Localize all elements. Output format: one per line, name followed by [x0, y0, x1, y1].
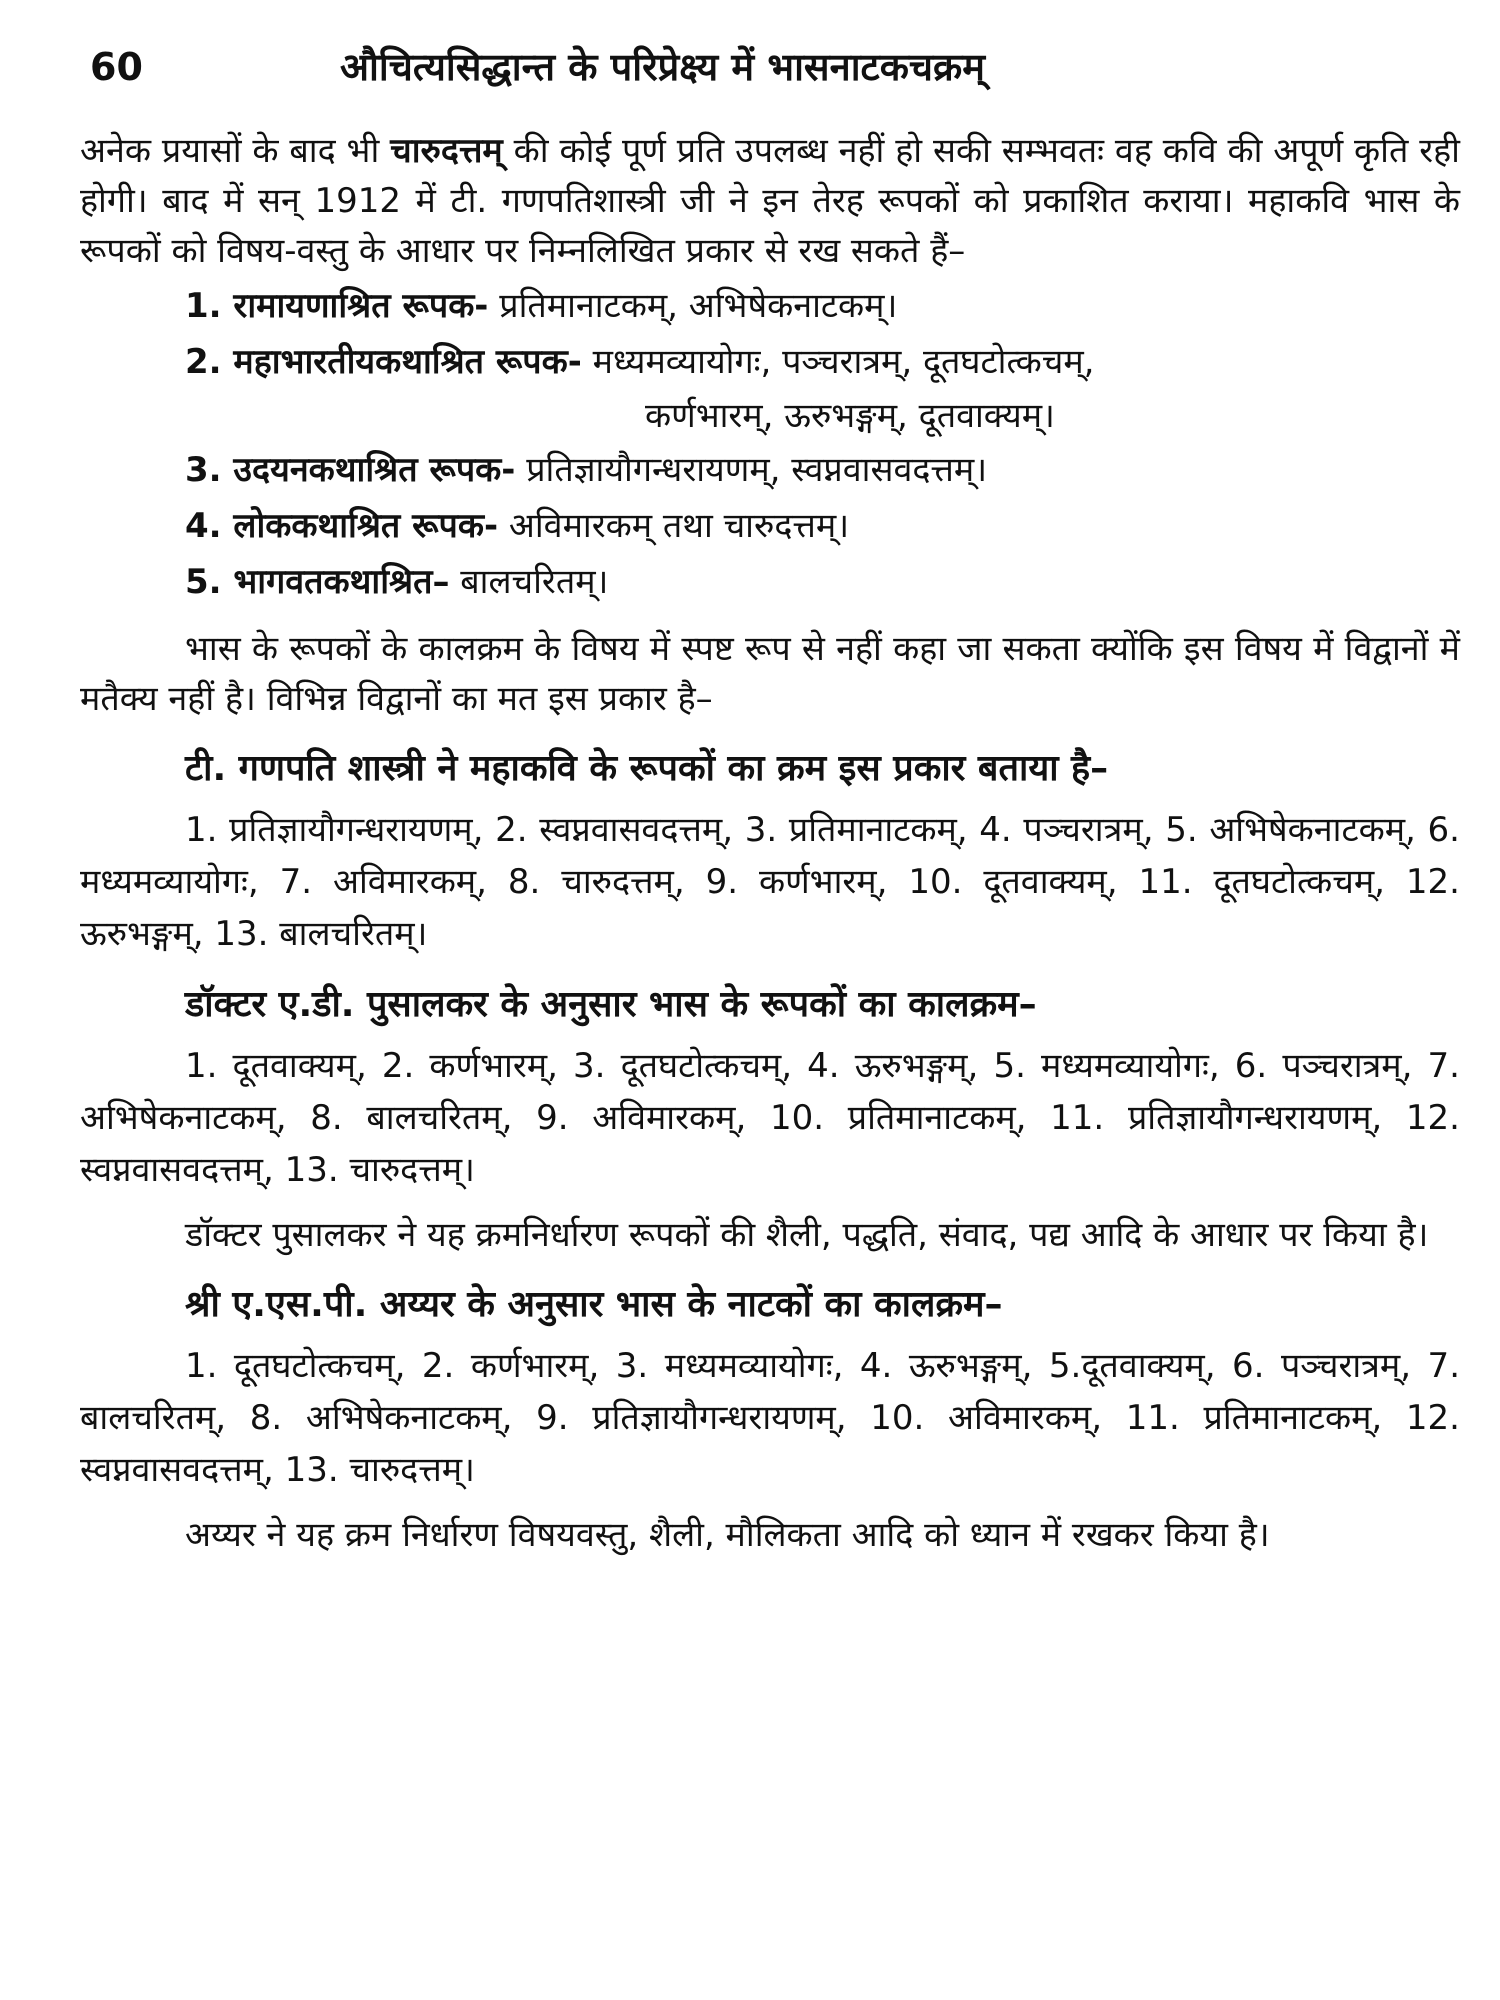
list-item: [185, 442, 1460, 498]
list-item: [185, 334, 1460, 390]
intro-text-continued: की कोई पूर्ण प्रति उपलब्ध नहीं हो सकी सम्भवतः वह कवि की अपूर्ण कृति रही होगी। बाद में सन् 1912 में टी. गणपतिशास्त्री जी ने इन तेरह रूपकों को प्रकाशित कराया। महाकवि भास के रूपकों को विषय-वस्तु के आधार पर निम्नलिखित प्रकार से रख सकते हैं–: [80, 131, 1460, 271]
intro-bold-title: चारुदत्तम्: [390, 131, 503, 171]
running-title: औचित्यसिद्धान्त के परिप्रेक्ष्य में भासनाटकचक्रम्: [340, 45, 985, 89]
list-item: [185, 554, 1460, 610]
page-header: [80, 40, 1460, 120]
classification-list: [80, 278, 1460, 610]
order-list-ganapati-shastri: 1. प्रतिज्ञायौगन्धरायणम्, 2. स्वप्नवासवदत्तम्, 3. प्रतिमानाटकम्, 4. पञ्चरात्रम्, 5. अभिषेकनाटकम्, 6. मध्यमव्यायोगः, 7. अविमारकम्, 8. चारुदत्तम्, 9. कर्णभारम्, 10. दूतवाक्यम्, 11. दूतघटोत्कचम्, 12. ऊरुभङ्गम्, 13. बालचरितम्।: [80, 810, 1460, 954]
book-page: [80, 40, 1460, 1560]
list-item-head: 4. लोककथाश्रित रूपक-: [185, 506, 499, 546]
intro-paragraph: [80, 126, 1460, 276]
list-item-continuation: कर्णभारम्, ऊरुभङ्गम्, दूतवाक्यम्।: [645, 396, 1055, 436]
list-item-text: प्रतिमानाटकम्, अभिषेकनाटकम्।: [488, 286, 898, 326]
chronology-intro-paragraph: भास के रूपकों के कालक्रम के विषय में स्पष्ट रूप से नहीं कहा जा सकता क्योंकि इस विषय में विद्वानों में मतैक्य नहीं है। विभिन्न विद्वानों का मत इस प्रकार है–: [80, 629, 1460, 719]
section-heading-pusalkar: डॉक्टर ए.डी. पुसालकर के अनुसार भास के रूपकों का कालक्रम–: [185, 984, 1037, 1025]
order-list-pusalkar: 1. दूतवाक्यम्, 2. कर्णभारम्, 3. दूतघटोत्कचम्, 4. ऊरुभङ्गम्, 5. मध्यमव्यायोगः, 6. पञ्चरात्रम्, 7. अभिषेकनाटकम्, 8. बालचरितम्, 9. अविमारकम्, 10. प्रतिमानाटकम्, 11. प्रतिज्ञायौगन्धरायणम्, 12. स्वप्नवासवदत्तम्, 13. चारुदत्तम्।: [80, 1046, 1460, 1190]
section-heading-aiyar: श्री ए.एस.पी. अय्यर के अनुसार भास के नाटकों का कालक्रम–: [185, 1284, 1003, 1325]
list-item-text: प्रतिज्ञायौगन्धरायणम्, स्वप्नवासवदत्तम्।: [515, 450, 988, 490]
list-item-text: बालचरितम्।: [449, 562, 609, 602]
intro-text: अनेक प्रयासों के बाद भी: [80, 131, 391, 171]
list-item-text: अविमारकम् तथा चारुदत्तम्।: [498, 506, 850, 546]
note-aiyar: अय्यर ने यह क्रम निर्धारण विषयवस्तु, शैली, मौलिकता आदि को ध्यान में रखकर किया है।: [185, 1515, 1270, 1555]
list-item-head: 2. महाभारतीयकथाश्रित रूपक-: [185, 342, 582, 382]
list-item: [185, 498, 1460, 554]
list-item-head: 1. रामायणाश्रित रूपक-: [185, 286, 489, 326]
page-number: 60: [90, 45, 143, 89]
list-item: [185, 278, 1460, 334]
list-item-head: 5. भागवतकथाश्रित–: [185, 562, 450, 602]
list-item-text: मध्यमव्यायोगः, पञ्चरात्रम्, दूतघटोत्कचम्,: [581, 342, 1095, 382]
section-heading-ganapati-shastri: टी. गणपति शास्त्री ने महाकवि के रूपकों का क्रम इस प्रकार बताया है–: [185, 748, 1109, 789]
order-list-aiyar: 1. दूतघटोत्कचम्, 2. कर्णभारम्, 3. मध्यमव्यायोगः, 4. ऊरुभङ्गम्, 5.दूतवाक्यम्, 6. पञ्चरात्रम्, 7. बालचरितम्, 8. अभिषेकनाटकम्, 9. प्रतिज्ञायौगन्धरायणम्, 10. अविमारकम्, 11. प्रतिमानाटकम्, 12. स्वप्नवासवदत्तम्, 13. चारुदत्तम्।: [80, 1346, 1460, 1490]
list-item-head: 3. उदयनकथाश्रित रूपक-: [185, 450, 516, 490]
note-pusalkar: डॉक्टर पुसालकर ने यह क्रमनिर्धारण रूपकों की शैली, पद्धति, संवाद, पद्य आदि के आधार पर किया है।: [185, 1215, 1429, 1255]
